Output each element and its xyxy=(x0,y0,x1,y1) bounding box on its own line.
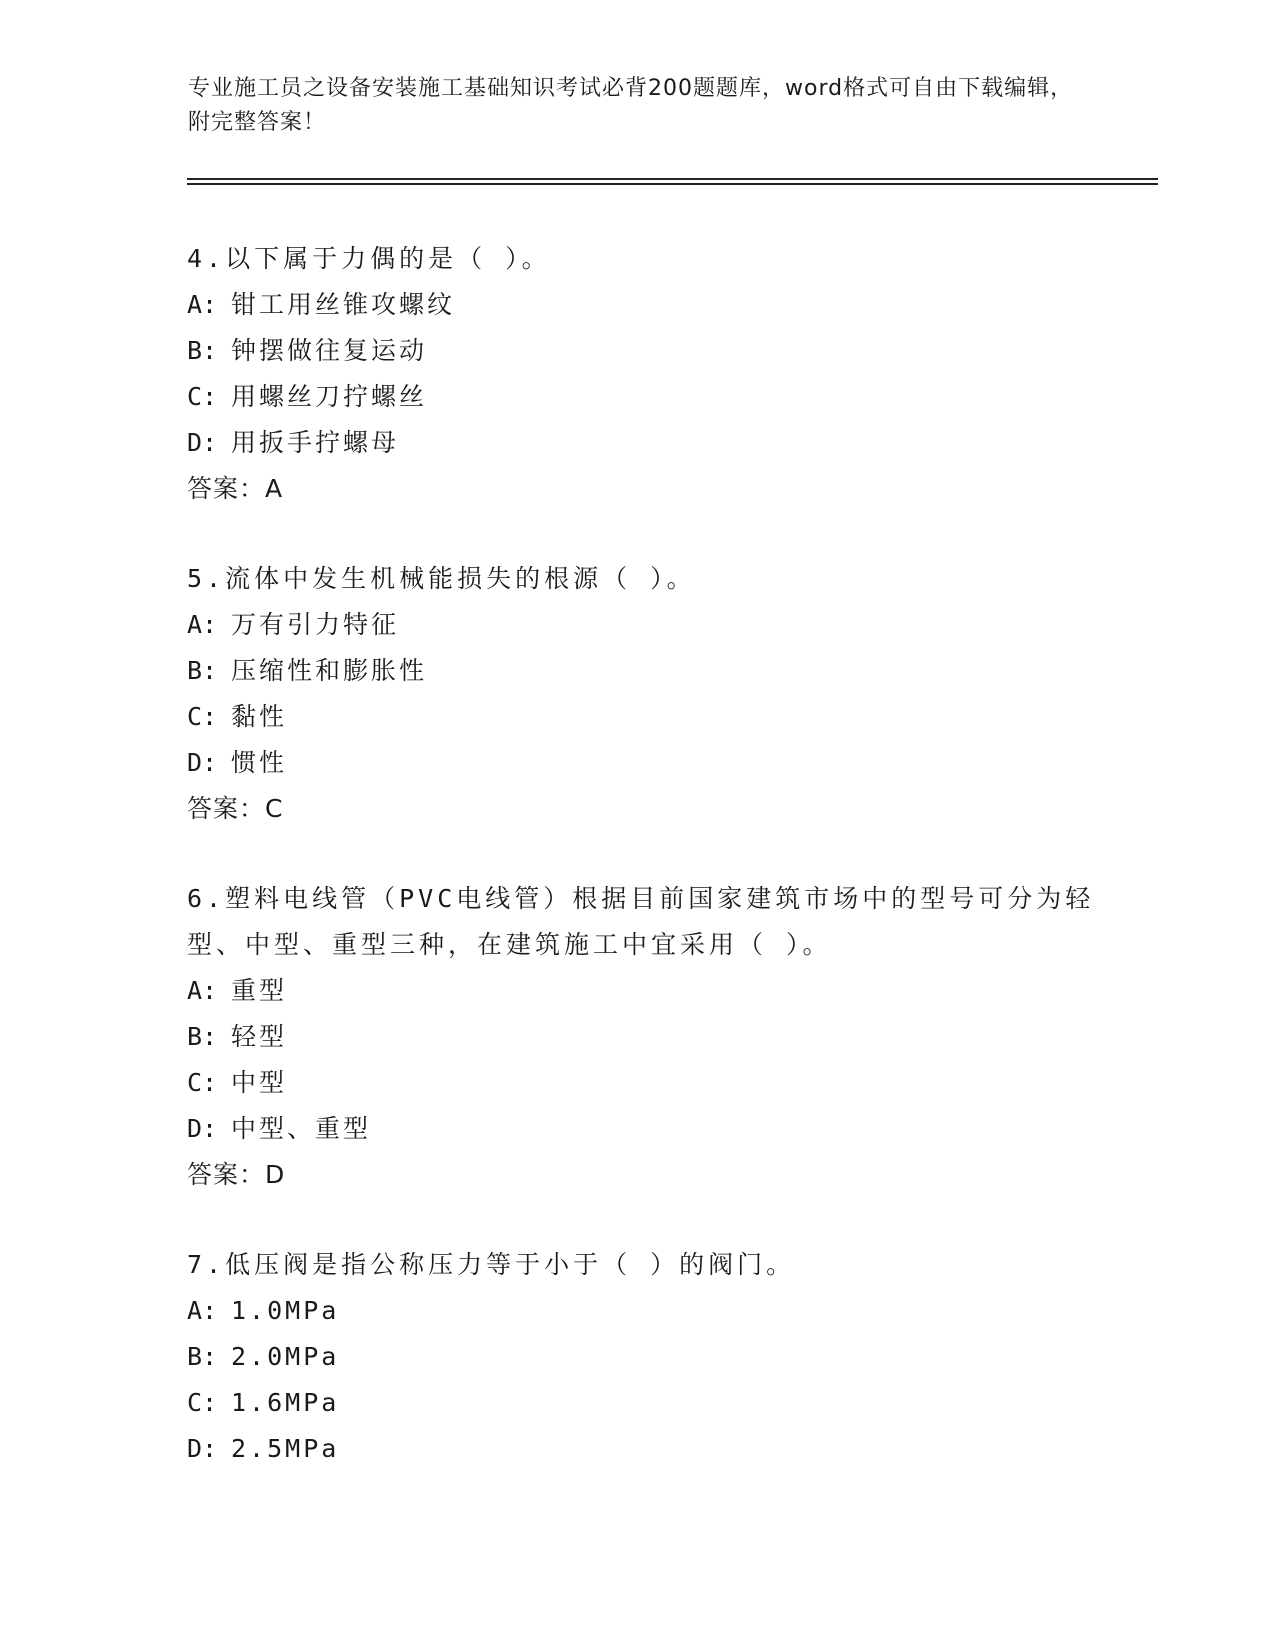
option-letter: D: xyxy=(187,428,218,457)
header-divider-bottom xyxy=(187,183,1158,185)
header-divider-top xyxy=(187,178,1158,180)
option-text: 中型、重型 xyxy=(231,1114,372,1143)
option-text: 万有引力特征 xyxy=(231,610,400,639)
option-letter: C: xyxy=(187,1068,218,1097)
option-letter: A: xyxy=(187,290,218,319)
document-header xyxy=(188,72,1088,140)
option-text: 2.5MPa xyxy=(231,1434,340,1463)
option-d xyxy=(187,1426,1117,1472)
question-6 xyxy=(187,876,1117,1198)
option-a xyxy=(187,1288,1117,1334)
question-text: 5.流体中发生机械能损失的根源（ ）。 xyxy=(187,564,696,593)
option-c xyxy=(187,1060,1117,1106)
answer-line: 答案：A xyxy=(187,474,284,503)
option-letter: A: xyxy=(187,976,218,1005)
option-text: 2.0MPa xyxy=(231,1342,340,1371)
option-text: 1.0MPa xyxy=(231,1296,340,1325)
option-letter: C: xyxy=(187,382,218,411)
option-text: 钟摆做往复运动 xyxy=(231,336,428,365)
option-d xyxy=(187,420,1117,466)
option-c xyxy=(187,694,1117,740)
question-4 xyxy=(187,236,1117,512)
option-letter: C: xyxy=(187,1388,218,1417)
option-letter: A: xyxy=(187,1296,218,1325)
option-letter: B: xyxy=(187,1022,218,1051)
option-a xyxy=(187,602,1117,648)
option-b xyxy=(187,1014,1117,1060)
option-letter: B: xyxy=(187,336,218,365)
option-text: 1.6MPa xyxy=(231,1388,340,1417)
question-5 xyxy=(187,556,1117,832)
question-text: 7.低压阀是指公称压力等于小于（ ）的阀门。 xyxy=(187,1250,796,1279)
option-c xyxy=(187,1380,1117,1426)
option-letter: D: xyxy=(187,1114,218,1143)
option-letter: A: xyxy=(187,610,218,639)
option-letter: D: xyxy=(187,1434,218,1463)
option-letter: C: xyxy=(187,702,218,731)
option-letter: B: xyxy=(187,1342,218,1371)
option-d xyxy=(187,1106,1117,1152)
option-text: 用螺丝刀拧螺丝 xyxy=(231,382,428,411)
option-text: 钳工用丝锥攻螺纹 xyxy=(231,290,456,319)
option-text: 轻型 xyxy=(231,1022,288,1051)
question-text: 4.以下属于力偶的是（ ）。 xyxy=(187,244,551,273)
answer-line: 答案：D xyxy=(187,1160,286,1189)
option-b xyxy=(187,328,1117,374)
question-list xyxy=(187,236,1117,1516)
option-text: 重型 xyxy=(231,976,288,1005)
option-b xyxy=(187,648,1117,694)
option-a xyxy=(187,282,1117,328)
question-text: 6.塑料电线管（PVC电线管）根据目前国家建筑市场中的型号可分为轻型、中型、重型三种，在建筑施工中宜采用（ ）。 xyxy=(187,884,1095,959)
option-letter: D: xyxy=(187,748,218,777)
option-b xyxy=(187,1334,1117,1380)
option-letter: B: xyxy=(187,656,218,685)
option-text: 压缩性和膨胀性 xyxy=(231,656,428,685)
option-a xyxy=(187,968,1117,1014)
option-c xyxy=(187,374,1117,420)
option-text: 黏性 xyxy=(231,702,288,731)
option-text: 惯性 xyxy=(231,748,288,777)
option-d xyxy=(187,740,1117,786)
document-title: 专业施工员之设备安装施工基础知识考试必背200题题库，word格式可自由下载编辑，附完整答案！ xyxy=(188,76,1074,135)
option-text: 用扳手拧螺母 xyxy=(231,428,400,457)
question-7 xyxy=(187,1242,1117,1472)
option-text: 中型 xyxy=(231,1068,288,1097)
answer-line: 答案：C xyxy=(187,794,284,823)
